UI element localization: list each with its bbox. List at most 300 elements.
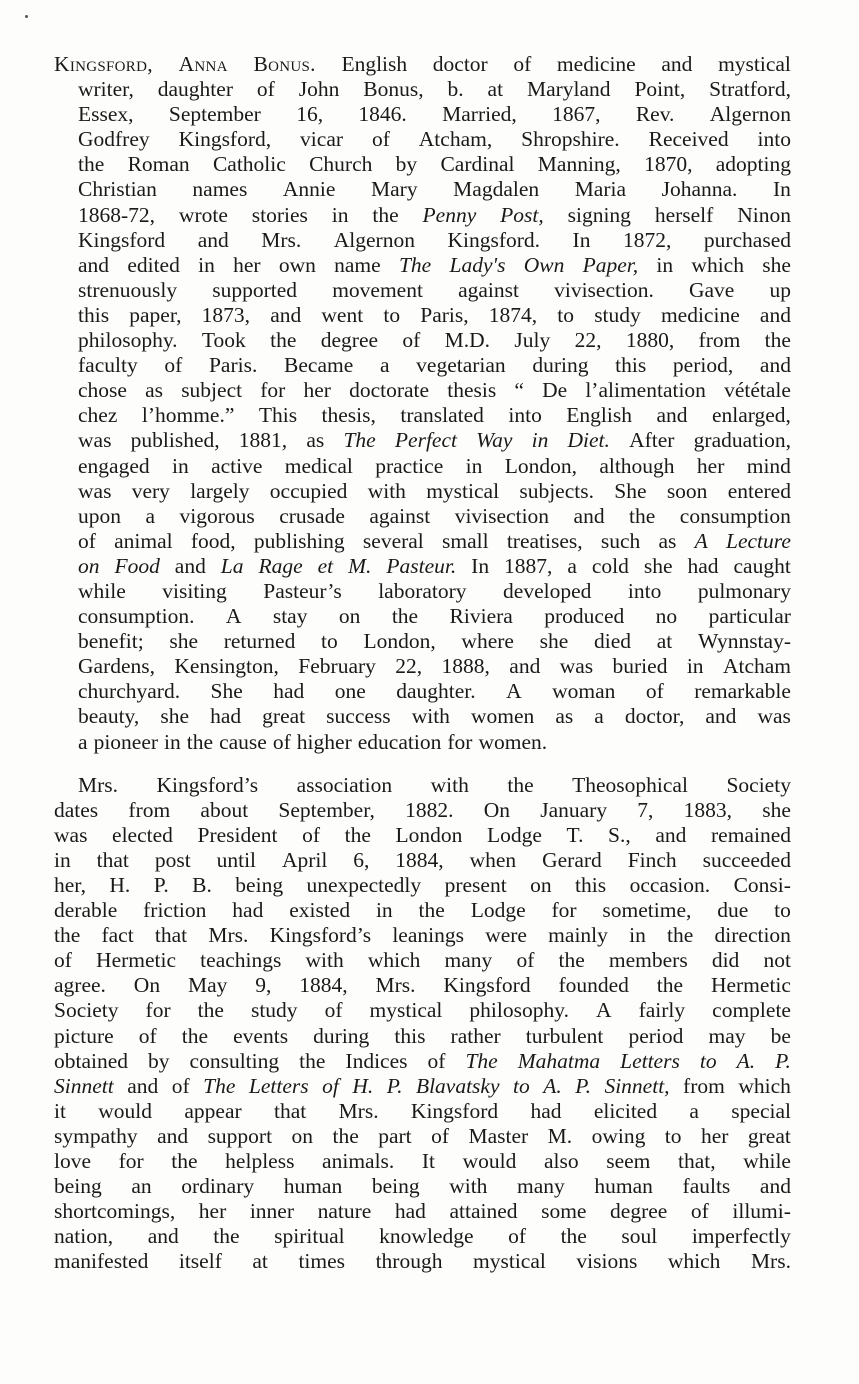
- word: Essex,: [78, 102, 134, 127]
- text-line: [54, 923, 791, 948]
- word: and: [759, 302, 791, 327]
- word: Theosophical: [572, 772, 688, 797]
- word: developed: [503, 578, 592, 603]
- word: the: [54, 923, 81, 948]
- stray-mark: [25, 15, 28, 18]
- word: Lady's: [449, 252, 506, 277]
- word: particular: [708, 604, 791, 629]
- word: Way: [476, 428, 513, 453]
- word: A.: [736, 1048, 756, 1073]
- word: for: [118, 1149, 144, 1174]
- word: direction: [714, 923, 791, 948]
- word: Point,: [634, 77, 686, 102]
- word: had: [232, 898, 264, 923]
- word: cold: [591, 553, 629, 578]
- word: H.: [109, 873, 131, 897]
- word: did: [711, 948, 740, 973]
- word: 22,: [395, 654, 423, 679]
- word: July: [514, 328, 551, 353]
- word: a: [78, 729, 88, 754]
- word: love: [54, 1149, 92, 1174]
- word: sympathy: [54, 1123, 138, 1148]
- word: which: [367, 948, 421, 973]
- word: Kingsford: [410, 1098, 499, 1123]
- word: study: [250, 998, 298, 1023]
- word: seem: [606, 1149, 651, 1174]
- text-line: [54, 554, 791, 579]
- word: vivisection: [454, 503, 550, 528]
- word: herself: [654, 202, 714, 227]
- word: Pasteur’s: [263, 578, 342, 603]
- word: with: [367, 478, 406, 503]
- text-line: [54, 52, 791, 77]
- word: Hermetic: [710, 973, 791, 998]
- word: and: [759, 1174, 791, 1199]
- word: faults: [682, 1174, 731, 1199]
- word: l’alimentation: [585, 378, 706, 403]
- word: Received: [648, 127, 729, 152]
- word: Kingsford: [78, 227, 166, 252]
- word: pulmonary: [697, 578, 791, 603]
- word: in: [172, 453, 189, 478]
- word: and: [197, 227, 229, 252]
- word: by: [148, 1048, 170, 1073]
- text-line: [54, 529, 791, 554]
- word: times: [298, 1249, 346, 1274]
- word: animals.: [322, 1149, 395, 1174]
- word: May: [187, 973, 228, 998]
- word: Stratford,: [709, 77, 791, 102]
- word: 1846.: [358, 102, 407, 127]
- word: the: [186, 729, 214, 754]
- word: shortcomings,: [54, 1199, 176, 1224]
- word: Indices: [345, 1048, 408, 1073]
- word: the: [213, 1224, 240, 1249]
- word: churchyard.: [78, 679, 181, 704]
- word: l’homme.”: [141, 403, 235, 428]
- word: she: [762, 797, 791, 822]
- word: The: [343, 428, 376, 453]
- word: Rev.: [635, 102, 675, 127]
- text-line: [54, 848, 791, 873]
- word: may: [708, 1023, 746, 1048]
- text-line: [54, 898, 791, 923]
- word: rather: [450, 1023, 501, 1048]
- word: such: [600, 528, 641, 553]
- word: enlarged,: [711, 403, 791, 428]
- word: up: [769, 277, 791, 302]
- text-line: [54, 428, 791, 453]
- word: 1868-72,: [78, 202, 156, 227]
- word: 16,: [296, 102, 324, 127]
- word: wrote: [178, 202, 228, 227]
- word: on: [78, 553, 100, 578]
- word: in: [531, 428, 549, 453]
- word: the: [560, 1224, 587, 1249]
- word: and: [705, 704, 737, 729]
- word: in: [375, 898, 393, 923]
- text-line: [54, 1149, 791, 1174]
- word: chose: [78, 378, 127, 403]
- word: of: [322, 1073, 339, 1098]
- paragraph: [54, 773, 791, 1275]
- word: thesis,: [321, 403, 376, 428]
- word: 1880,: [625, 328, 675, 353]
- word: 1888,: [441, 654, 490, 679]
- word: during: [313, 1023, 370, 1048]
- word: 1872,: [622, 227, 672, 252]
- word: Shropshire.: [521, 127, 620, 152]
- word: members: [608, 948, 688, 973]
- word: women: [470, 704, 535, 729]
- word: Mrs.: [375, 973, 416, 998]
- word: thesis: [447, 378, 497, 403]
- word: had: [394, 1199, 426, 1224]
- word: being: [54, 1174, 102, 1199]
- word: Roman: [127, 152, 190, 177]
- word: fairly: [638, 998, 686, 1023]
- word: with: [430, 772, 469, 797]
- word: as: [658, 528, 677, 553]
- text-line: [54, 303, 791, 328]
- word: to: [557, 302, 575, 327]
- word: Christian: [78, 177, 157, 202]
- word: consumption: [679, 503, 791, 528]
- word: In: [572, 227, 591, 252]
- word: doctor: [432, 52, 488, 76]
- word: derable: [54, 898, 118, 923]
- word: Consi-: [733, 873, 791, 897]
- word: her: [700, 1123, 729, 1148]
- word: practice: [375, 453, 444, 478]
- word: Paris,: [420, 302, 469, 327]
- word: Blavatsky: [415, 1073, 500, 1098]
- word: degree: [610, 1199, 668, 1224]
- word: Gerard: [542, 847, 602, 872]
- word: Maria: [574, 177, 627, 202]
- word: 1870,: [644, 152, 693, 177]
- word: great: [747, 1123, 791, 1148]
- word: elicited: [593, 1098, 658, 1123]
- word: caught: [733, 553, 791, 578]
- word: Annie: [282, 177, 336, 202]
- word: on: [530, 873, 552, 897]
- word: imperfectly: [691, 1224, 791, 1249]
- word: Kingsford: [443, 973, 531, 998]
- word: and: [656, 403, 688, 428]
- word: Mrs.: [261, 227, 302, 252]
- word: January: [540, 797, 608, 822]
- word: great: [262, 704, 306, 729]
- text-line: [54, 479, 791, 504]
- word: when: [469, 847, 517, 872]
- word: had: [210, 704, 242, 729]
- text-line: [54, 504, 791, 529]
- text-line: [54, 948, 791, 973]
- word: Sinnett: [54, 1073, 114, 1098]
- word: treatises,: [506, 528, 583, 553]
- word: B.: [192, 873, 212, 897]
- word: went: [321, 302, 364, 327]
- word: of: [513, 52, 532, 76]
- word: 22,: [574, 328, 602, 353]
- word: English: [341, 52, 408, 76]
- word: 1884,: [299, 973, 348, 998]
- word: Bonus,: [363, 77, 424, 102]
- word: Letters: [620, 1048, 680, 1073]
- word: translated: [400, 403, 484, 428]
- word: she: [762, 252, 791, 277]
- word: Mrs.: [750, 1249, 791, 1274]
- word: strenuously: [78, 277, 178, 302]
- text-line: [54, 1249, 791, 1274]
- word: itself: [178, 1249, 222, 1274]
- word: in: [656, 252, 674, 277]
- word: leanings: [392, 923, 464, 948]
- word: illumi-: [732, 1199, 791, 1224]
- text-line: [54, 823, 791, 848]
- word: nature: [317, 1199, 372, 1224]
- word: for: [145, 998, 171, 1023]
- word: appear: [184, 1098, 242, 1123]
- word: largely: [190, 478, 250, 503]
- word: of: [302, 822, 321, 847]
- word: the: [299, 1048, 326, 1073]
- word: against: [458, 277, 519, 302]
- word: doctorate: [349, 378, 430, 403]
- paragraph: [54, 52, 791, 755]
- word: that: [96, 847, 129, 872]
- text-line: [54, 127, 791, 152]
- text-line: [54, 1024, 791, 1049]
- word: higher: [296, 729, 352, 754]
- word: medical: [284, 453, 353, 478]
- text-line: [54, 203, 791, 228]
- word: not: [763, 948, 791, 973]
- word: Society: [54, 998, 119, 1023]
- word: medicine: [660, 302, 740, 327]
- word: this: [615, 353, 647, 378]
- word: mystical: [473, 1249, 546, 1274]
- word: February: [298, 654, 376, 679]
- word: visions: [576, 1249, 638, 1274]
- word: the: [332, 1123, 359, 1148]
- word: nation,: [54, 1224, 114, 1249]
- word: London: [395, 822, 463, 847]
- word: in: [164, 729, 181, 754]
- word: was: [559, 654, 594, 679]
- word: vététale: [724, 378, 791, 403]
- word: 1874,: [488, 302, 538, 327]
- word: Johanna.: [661, 177, 738, 202]
- word: special: [731, 1098, 791, 1123]
- word: returned: [223, 629, 296, 654]
- text-line: [54, 152, 791, 177]
- word: she: [169, 629, 199, 654]
- word: the: [667, 923, 694, 948]
- word: of: [508, 1224, 526, 1249]
- word: it: [54, 1098, 66, 1123]
- word: Mrs.: [338, 1098, 379, 1123]
- word: A: [506, 679, 522, 704]
- text-line: [54, 77, 791, 102]
- word: movement: [332, 277, 423, 302]
- text-line: [54, 604, 791, 629]
- word: as: [555, 704, 574, 729]
- word: for: [551, 898, 577, 923]
- word: Atcham,: [418, 127, 493, 152]
- word: obtained: [54, 1048, 129, 1073]
- word: “: [514, 378, 524, 403]
- word: A: [596, 998, 612, 1023]
- word: through: [375, 1249, 443, 1274]
- word: was: [54, 822, 88, 847]
- word: from: [128, 797, 171, 822]
- word: of: [431, 1123, 450, 1148]
- word: with: [305, 948, 344, 973]
- word: to: [383, 302, 401, 327]
- word: visiting: [162, 578, 227, 603]
- word: her: [696, 453, 725, 478]
- word: in: [629, 923, 646, 948]
- word: laboratory: [378, 578, 467, 603]
- word: being: [371, 1174, 420, 1199]
- word: Perfect: [394, 428, 457, 453]
- text-line: [54, 773, 791, 798]
- text-line: [54, 454, 791, 479]
- word: mystical: [369, 998, 443, 1023]
- word: Diet.: [567, 428, 610, 453]
- word: which: [667, 1249, 721, 1274]
- word: Church: [309, 152, 373, 177]
- word: cause: [219, 729, 267, 754]
- text-line: [54, 378, 791, 403]
- word: dates: [54, 797, 99, 822]
- word: M.: [547, 1123, 573, 1148]
- word: Sinnett,: [604, 1073, 670, 1098]
- word: and: [270, 302, 302, 327]
- word: edited: [127, 252, 180, 277]
- word: an: [131, 1174, 152, 1199]
- word: consulting: [189, 1048, 280, 1073]
- word: On: [483, 797, 510, 822]
- word: English: [566, 403, 632, 428]
- word: very: [131, 478, 170, 503]
- word: 1887,: [504, 553, 553, 578]
- word: of: [164, 353, 183, 378]
- text-line: [54, 1049, 791, 1074]
- word: active: [211, 453, 263, 478]
- word: success: [326, 704, 391, 729]
- word: one: [334, 679, 366, 704]
- word: signing: [567, 202, 631, 227]
- word: The: [398, 252, 432, 277]
- word: of: [324, 998, 343, 1023]
- word: publishing: [253, 528, 345, 553]
- text-line: [54, 328, 791, 353]
- word: had: [273, 679, 305, 704]
- word: where: [461, 629, 514, 654]
- text-line: [54, 679, 791, 704]
- word: a: [145, 503, 156, 528]
- word: and: [509, 654, 541, 679]
- word: that: [154, 923, 188, 948]
- word: Bonus.: [253, 52, 316, 76]
- word: John: [298, 77, 340, 102]
- word: Pasteur.: [386, 553, 457, 578]
- word: knowledge: [379, 1224, 474, 1249]
- word: of: [78, 528, 96, 553]
- word: 6,: [353, 847, 370, 872]
- word: Post,: [500, 202, 544, 227]
- word: chez: [78, 403, 118, 428]
- word: of: [402, 328, 421, 353]
- word: at: [487, 77, 504, 102]
- word: faculty: [78, 353, 138, 378]
- word: name: [334, 252, 381, 277]
- word: A: [225, 604, 242, 629]
- word: P.: [153, 873, 169, 897]
- word: Algernon: [709, 102, 791, 127]
- word: September,: [278, 797, 375, 822]
- word: Catholic: [212, 152, 286, 177]
- word: fact: [101, 923, 134, 948]
- word: Algernon: [333, 227, 415, 252]
- word: she: [643, 553, 673, 578]
- word: Took: [201, 328, 246, 353]
- word: turbulent: [525, 1023, 604, 1048]
- word: Atcham: [722, 654, 791, 679]
- word: Food: [114, 553, 160, 578]
- word: Riviera: [449, 604, 513, 629]
- word: produced: [544, 604, 625, 629]
- word: existed: [289, 898, 351, 923]
- word: while: [78, 578, 126, 603]
- word: of: [371, 127, 390, 152]
- word: and: [78, 252, 110, 277]
- text-line: [54, 1174, 791, 1199]
- word: Cardinal: [440, 152, 515, 177]
- word: in: [54, 847, 71, 872]
- word: of: [516, 948, 535, 973]
- word: April: [281, 847, 328, 872]
- word: food,: [190, 528, 236, 553]
- word: P.: [386, 1073, 403, 1098]
- word: was: [78, 478, 112, 503]
- text-line: [54, 973, 791, 998]
- word: graduation,: [693, 428, 791, 453]
- word: for: [260, 378, 286, 403]
- text-line: [54, 798, 791, 823]
- word: on: [291, 1123, 314, 1148]
- word: the: [629, 503, 656, 528]
- word: which: [738, 1073, 791, 1098]
- text-line: [54, 102, 791, 127]
- word: soul: [621, 1224, 658, 1249]
- word: doctor,: [624, 704, 685, 729]
- word: her: [303, 378, 331, 403]
- word: 9,: [255, 973, 272, 998]
- word: at: [656, 629, 673, 654]
- word: 1881,: [238, 428, 288, 453]
- word: woman: [552, 679, 616, 704]
- word: her: [233, 252, 261, 277]
- word: into: [627, 578, 662, 603]
- word: many: [517, 1174, 565, 1199]
- word: The: [465, 1048, 498, 1073]
- word: succeeded: [702, 847, 791, 872]
- word: This: [258, 403, 298, 428]
